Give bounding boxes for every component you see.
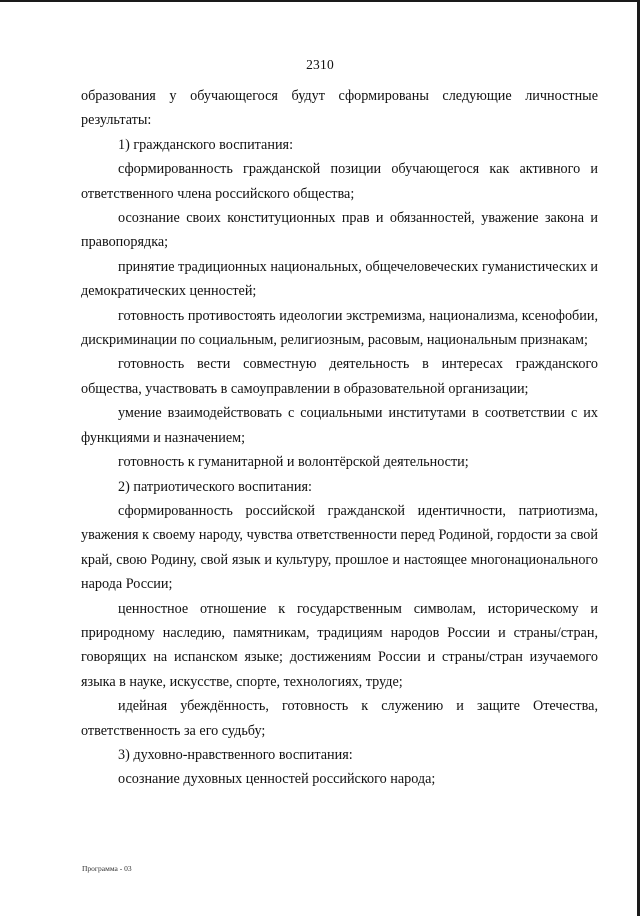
paragraph-intro: образования у обучающегося будут сформированы следующие личностные результаты: [81,88,598,129]
section-heading-patriotic: 2) патриотического воспитания: [118,478,312,495]
paragraph: осознание духовных ценностей российского народа; [118,771,436,788]
paragraph: осознание своих конституционных прав и обязанностей, уважение закона и правопорядка; [81,210,598,251]
paragraph: принятие традиционных национальных, общечеловеческих гуманистических и демократических ценностей; [81,258,598,300]
paragraph: умение взаимодействовать с социальными институтами в соответствии с их функциями и назначением; [81,405,598,446]
scan-edge-top [0,0,640,2]
paragraph: идейная убеждённость, готовность к служению и защите Отечества, ответственность за его судьбу; [81,698,598,739]
paragraph: ценностное отношение к государственным символам, историческому и природному наследию, памятникам, традициям народов России и страны/стран, говорящих на испанском языке; достижениям России и страны/стран изучаемого языка в науке, искусстве, спорте, технологиях, труде; [81,600,598,690]
paragraph: сформированность гражданской позиции обучающегося как активного и ответственного члена российского общества; [81,161,598,202]
section-heading-spiritual: 3) духовно-нравственного воспитания: [118,746,353,763]
page-number: 2310 [306,57,334,72]
paragraph: сформированность российской гражданской идентичности, патриотизма, уважения к своему народу, чувства ответственности перед Родиной, гордости за свой край, свою Родину, свой язык и культуру, прошлое и настоящее многонационального народа России; [81,502,598,593]
section-heading-civic: 1) гражданского воспитания: [118,136,294,153]
document-body [81,84,598,792]
paragraph: готовность к гуманитарной и волонтёрской деятельности; [118,454,469,471]
paragraph: готовность противостоять идеологии экстремизма, национализма, ксенофобии, дискриминации по социальным, религиозным, расовым, национальным признакам; [81,307,598,349]
paragraph: готовность вести совместную деятельность в интересах гражданского общества, участвовать в самоуправлении в образовательной организации; [81,356,598,397]
footer-label: Программа - 03 [82,864,132,873]
